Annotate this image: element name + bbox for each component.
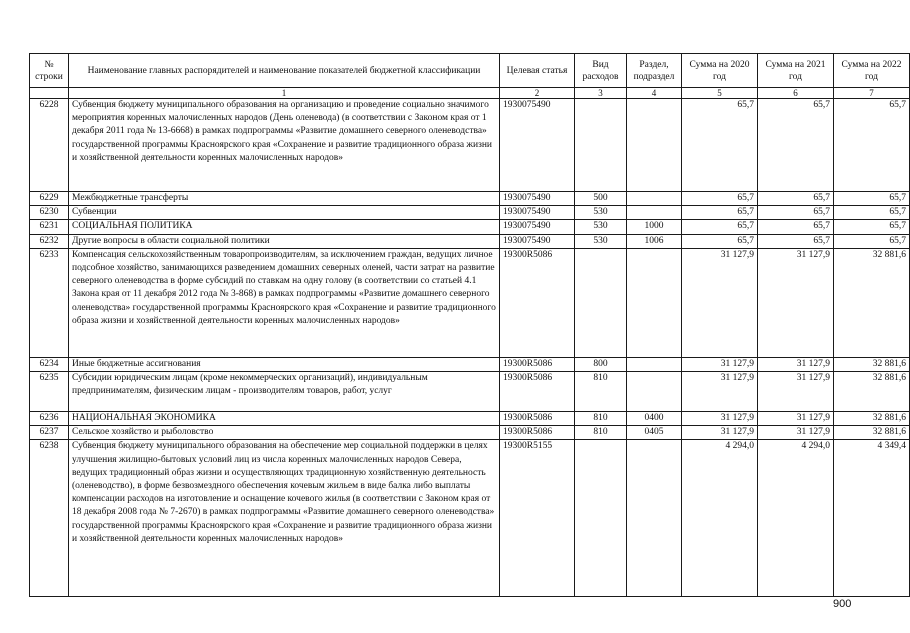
row-section: 1006	[627, 234, 682, 248]
table-row	[30, 99, 910, 192]
row-sum-2022: 32 881,6	[834, 248, 910, 357]
row-sum-2020: 65,7	[682, 99, 758, 192]
row-name: Иные бюджетные ассигнования	[69, 357, 500, 371]
col-number: 4	[627, 88, 682, 99]
row-expense-type: 810	[575, 412, 627, 426]
row-name: Субвенции	[69, 206, 500, 220]
table-row	[30, 234, 910, 248]
row-sum-2020: 4 294,0	[682, 440, 758, 597]
row-sum-2020: 65,7	[682, 220, 758, 234]
row-number: 6235	[30, 372, 69, 412]
row-section	[627, 357, 682, 371]
row-sum-2022: 65,7	[834, 192, 910, 206]
row-sum-2020: 31 127,9	[682, 372, 758, 412]
col-number: 2	[500, 88, 575, 99]
table-row	[30, 372, 910, 412]
col-number: 6	[758, 88, 834, 99]
row-number: 6237	[30, 426, 69, 440]
row-sum-2022: 32 881,6	[834, 357, 910, 371]
row-sum-2021: 4 294,0	[758, 440, 834, 597]
table-row	[30, 192, 910, 206]
row-expense-type: 800	[575, 357, 627, 371]
row-expense-type: 530	[575, 220, 627, 234]
row-name: Межбюджетные трансферты	[69, 192, 500, 206]
header-expense-type: Вид расходов	[575, 54, 627, 88]
row-sum-2020: 65,7	[682, 206, 758, 220]
row-target-code: 19300R5086	[500, 426, 575, 440]
table-row	[30, 206, 910, 220]
row-expense-type: 810	[575, 372, 627, 412]
row-expense-type: 810	[575, 426, 627, 440]
row-name: СОЦИАЛЬНАЯ ПОЛИТИКА	[69, 220, 500, 234]
row-sum-2022: 65,7	[834, 99, 910, 192]
row-expense-type	[575, 99, 627, 192]
row-number: 6228	[30, 99, 69, 192]
row-sum-2022: 65,7	[834, 206, 910, 220]
row-expense-type: 530	[575, 234, 627, 248]
row-section	[627, 440, 682, 597]
table-row	[30, 220, 910, 234]
row-target-code: 19300R5086	[500, 372, 575, 412]
row-expense-type	[575, 248, 627, 357]
col-number: 3	[575, 88, 627, 99]
row-name: Сельское хозяйство и рыболовство	[69, 426, 500, 440]
row-sum-2020: 31 127,9	[682, 426, 758, 440]
budget-table	[29, 53, 910, 597]
row-sum-2022: 4 349,4	[834, 440, 910, 597]
row-section	[627, 99, 682, 192]
column-number-row	[30, 88, 910, 99]
row-number: 6230	[30, 206, 69, 220]
col-number: 5	[682, 88, 758, 99]
row-sum-2021: 65,7	[758, 206, 834, 220]
row-number: 6236	[30, 412, 69, 426]
row-sum-2022: 65,7	[834, 220, 910, 234]
row-section	[627, 248, 682, 357]
table-row	[30, 412, 910, 426]
row-sum-2021: 65,7	[758, 99, 834, 192]
col-number	[30, 88, 69, 99]
row-number: 6238	[30, 440, 69, 597]
row-target-code: 1930075490	[500, 99, 575, 192]
row-sum-2021: 65,7	[758, 234, 834, 248]
row-sum-2020: 65,7	[682, 192, 758, 206]
row-section	[627, 206, 682, 220]
row-sum-2022: 32 881,6	[834, 426, 910, 440]
row-number: 6234	[30, 357, 69, 371]
row-section: 0405	[627, 426, 682, 440]
header-row-no: № строки	[30, 54, 69, 88]
row-name: НАЦИОНАЛЬНАЯ ЭКОНОМИКА	[69, 412, 500, 426]
row-target-code: 19300R5086	[500, 357, 575, 371]
row-expense-type	[575, 440, 627, 597]
row-sum-2020: 65,7	[682, 234, 758, 248]
row-sum-2022: 32 881,6	[834, 372, 910, 412]
row-sum-2021: 31 127,9	[758, 372, 834, 412]
row-section: 0400	[627, 412, 682, 426]
row-sum-2021: 31 127,9	[758, 248, 834, 357]
row-sum-2022: 65,7	[834, 234, 910, 248]
table-header	[30, 54, 910, 99]
header-sum-2022: Сумма на 2022 год	[834, 54, 910, 88]
row-name: Компенсация сельскохозяйственным товаропроизводителям, за исключением граждан, ведущих личное подсобное хозяйство, занимающихся разведением домашних северных оленей, части затрат на развитие северного оленеводства в форме субсидий по ставкам на одну голову (в соответствии со статьей 4.1 Закона края от 11 декабря 2012 года № 3-868) в рамках подпрограммы «Развитие домашнего северного оленеводства» государственной программы Красноярского края «Сохранение и развитие традиционного образа жизни и хозяйственной деятельности коренных малочисленных народов»	[69, 248, 500, 357]
row-sum-2020: 31 127,9	[682, 248, 758, 357]
row-sum-2022: 32 881,6	[834, 412, 910, 426]
table-row	[30, 426, 910, 440]
header-target: Целевая статья	[500, 54, 575, 88]
row-target-code: 19300R5086	[500, 248, 575, 357]
row-section	[627, 372, 682, 412]
table-body	[30, 99, 910, 597]
row-number: 6229	[30, 192, 69, 206]
row-expense-type: 530	[575, 206, 627, 220]
row-number: 6233	[30, 248, 69, 357]
row-name: Субвенция бюджету муниципального образования на обеспечение мер социальной поддержки в целях улучшения жилищно-бытовых условий лиц из числа коренных малочисленных народов Севера, ведущих традиционный образ жизни и осуществляющих традиционную хозяйственную деятельность (оленеводство), в форме безвозмездного обеспечения кочевым жильем в виде балка либо выплаты компенсации расходов на изготовление и оснащение кочевого жилья (в соответствии с Законом края от 18 декабря 2008 года № 7-2670) в рамках подпрограммы «Развитие домашнего северного оленеводства» государственной программы Красноярского края «Сохранение и развитие традиционного образа жизни и хозяйственной деятельности коренных малочисленных народов»	[69, 440, 500, 597]
col-number: 7	[834, 88, 910, 99]
row-sum-2021: 65,7	[758, 192, 834, 206]
page-number: 900	[833, 598, 852, 610]
header-name: Наименование главных распорядителей и наименование показателей бюджетной классификации	[69, 54, 500, 88]
table-row	[30, 440, 910, 597]
col-number: 1	[69, 88, 500, 99]
row-target-code: 19300R5155	[500, 440, 575, 597]
row-target-code: 1930075490	[500, 220, 575, 234]
row-sum-2020: 31 127,9	[682, 357, 758, 371]
row-sum-2021: 31 127,9	[758, 426, 834, 440]
row-name: Другие вопросы в области социальной политики	[69, 234, 500, 248]
row-expense-type: 500	[575, 192, 627, 206]
row-sum-2020: 31 127,9	[682, 412, 758, 426]
header-sum-2020: Сумма на 2020 год	[682, 54, 758, 88]
row-name: Субсидии юридическим лицам (кроме некоммерческих организаций), индивидуальным предпринимателям, физическим лицам - производителям товаров, работ, услуг	[69, 372, 500, 412]
row-section: 1000	[627, 220, 682, 234]
row-sum-2021: 31 127,9	[758, 412, 834, 426]
header-section: Раздел, подраздел	[627, 54, 682, 88]
header-sum-2021: Сумма на 2021 год	[758, 54, 834, 88]
row-number: 6232	[30, 234, 69, 248]
row-number: 6231	[30, 220, 69, 234]
row-target-code: 1930075490	[500, 206, 575, 220]
row-sum-2021: 65,7	[758, 220, 834, 234]
row-target-code: 1930075490	[500, 192, 575, 206]
row-name: Субвенция бюджету муниципального образования на организацию и проведение социально значимого мероприятия коренных малочисленных народов (День оленевода) (в соответствии с Законом края от 1 декабря 2011 года № 13-6668) в рамках подпрограммы «Развитие домашнего северного оленеводства» государственной программы Красноярского края «Сохранение и развитие традиционного образа жизни и хозяйственной деятельности коренных малочисленных народов»	[69, 99, 500, 192]
table-row	[30, 357, 910, 371]
row-section	[627, 192, 682, 206]
row-target-code: 1930075490	[500, 234, 575, 248]
row-target-code: 19300R5086	[500, 412, 575, 426]
row-sum-2021: 31 127,9	[758, 357, 834, 371]
table-row	[30, 248, 910, 357]
